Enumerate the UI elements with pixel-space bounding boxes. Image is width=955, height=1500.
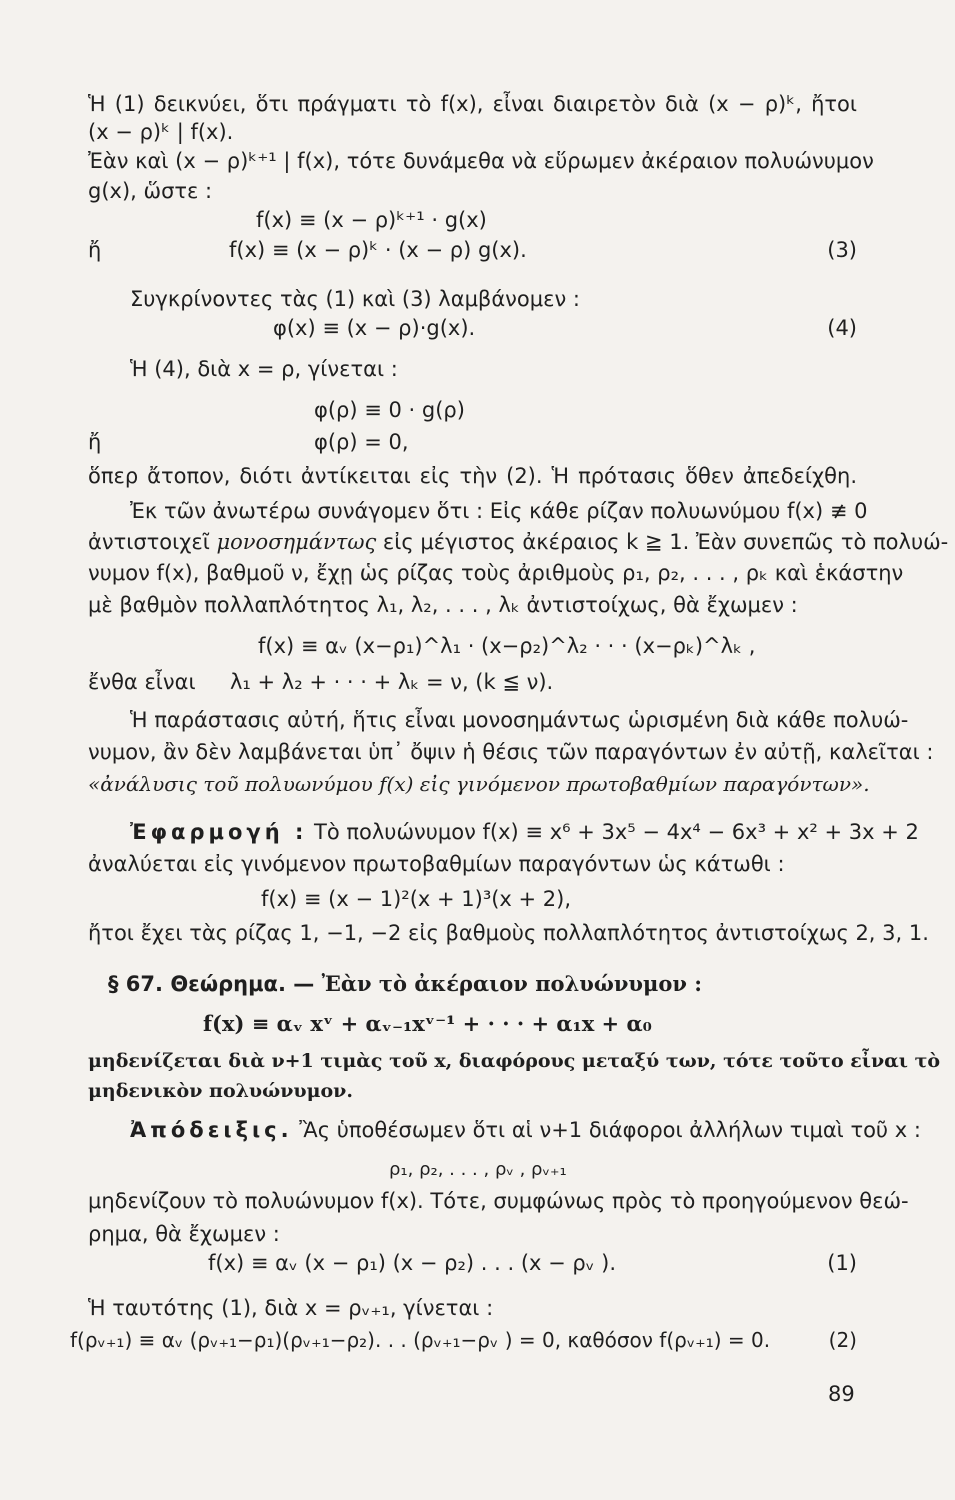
equation-6-lead: ἤ <box>88 430 102 454</box>
equation-4: φ(x) ≡ (x − ρ)·g(x). <box>273 316 476 340</box>
text-line-13: Ἐκ τῶν ἀνωτέρω συνάγομεν ὅτι : Εἰς κάθε ρίζαν πολυωνύμου f(x) ≢ 0 <box>130 499 868 523</box>
text-line-20: νυμον, ἂν δὲν λαμβάνεται ὑπ᾿ ὄψιν ἡ θέσις τῶν παραγόντων ἐν αὐτῇ, καλεῖται : <box>88 740 934 764</box>
text-line-16: μὲ βαθμὸν πολλαπλότητος λ₁, λ₂, . . . , λₖ ἀντιστοίχως, θὰ ἔχωμεν : <box>88 593 798 617</box>
proof-heading: Ἀπόδειξις. <box>130 1118 293 1142</box>
equation-3-lead: ἤ <box>88 238 102 262</box>
equation-13: f(ρᵥ₊₁) ≡ αᵥ (ρᵥ₊₁−ρ₁)(ρᵥ₊₁−ρ₂). . . (ρᵥ₊₁−ρᵥ ) = 0, καθόσον f(ρᵥ₊₁) = 0. <box>70 1328 771 1352</box>
text-line-15: νυμον f(x), βαθμοῦ ν, ἔχῃ ὡς ρίζας τοὺς ἀριθμοὺς ρ₁, ρ₂, . . . , ρₖ καὶ ἑκάστην <box>88 561 904 585</box>
text-line-14 <box>88 528 949 556</box>
equation-3-number: (3) <box>827 238 857 262</box>
equation-13-number: (2) <box>828 1328 857 1352</box>
equation-12: f(x) ≡ αᵥ (x − ρ₁) (x − ρ₂) . . . (x − ρᵥ ). <box>208 1251 617 1275</box>
text-line-23: ἀναλύεται εἰς γινόμενον πρωτοβαθμίων παραγόντων ὡς κάτωθι : <box>88 852 785 876</box>
equation-10: f(x) ≡ αᵥ xᵛ + αᵥ₋₁xᵛ⁻¹ + · · · + α₁x + α₀ <box>203 1011 652 1036</box>
equation-7: f(x) ≡ αᵥ (x−ρ₁)^λ₁ · (x−ρ₂)^λ₂ · · · (x−ρₖ)^λₖ , <box>258 634 756 658</box>
text-line-32: μηδενίζουν τὸ πολυώνυμον f(x). Τότε, συμφώνως πρὸς τὸ προηγούμενον θεώ- <box>88 1189 909 1213</box>
text-line-30-body: Ἂς ὑποθέσωμεν ὅτι αἱ ν+1 διάφοροι ἀλλήλων τιμαὶ τοῦ x : <box>292 1118 921 1142</box>
equation-8: λ₁ + λ₂ + · · · + λₖ = ν, (k ≦ ν). <box>230 670 554 694</box>
text-line-21: «ἀνάλυσις τοῦ πολυωνύμου f(x) εἰς γινόμενον πρωτοβαθμίων παραγόντων». <box>88 772 870 796</box>
equation-4-number: (4) <box>827 316 857 340</box>
equation-1: f(x) ≡ (x − ρ)ᵏ⁺¹ · g(x) <box>256 208 487 232</box>
text-line-22 <box>130 818 919 846</box>
text-line-1: Ἡ (1) δεικνύει, ὅτι πράγματι τὸ f(x), εἶναι διαιρετὸν διὰ (x − ρ)ᵏ, ἤτοι <box>88 92 857 116</box>
text-line-14-a: ἀντιστοιχεῖ <box>88 530 217 554</box>
theorem-heading: § 67. Θεώρημα. — <box>108 972 315 996</box>
text-line-7: Συγκρίνοντες τὰς (1) καὶ (3) λαμβάνομεν : <box>130 287 580 311</box>
equation-9: f(x) ≡ (x − 1)²(x + 1)³(x + 2), <box>261 887 572 911</box>
text-line-33: ρημα, θὰ ἔχωμεν : <box>88 1222 280 1246</box>
text-line-9: Ἡ (4), διὰ x = ρ, γίνεται : <box>130 357 398 381</box>
text-line-4: g(x), ὥστε : <box>88 179 213 203</box>
theorem-statement-start: Ἐὰν τὸ ἀκέραιον πολυώνυμον : <box>314 971 703 996</box>
equation-12-number: (1) <box>827 1251 857 1275</box>
text-line-12: ὅπερ ἄτοπον, διότι ἀντίκειται εἰς τὴν (2). Ἡ πρότασις ὅθεν ἀπεδείχθη. <box>88 464 857 488</box>
text-line-14-b: εἰς μέγιστος ἀκέραιος k ≧ 1. Ἐὰν συνεπῶς τὸ πολυώ- <box>376 530 949 554</box>
text-line-22-body: Τὸ πολυώνυμον f(x) ≡ x⁶ + 3x⁵ − 4x⁴ − 6x³ + x² + 3x + 2 <box>307 820 919 844</box>
application-heading: Ἐφαρμογή : <box>130 820 308 844</box>
equation-5: φ(ρ) ≡ 0 · g(ρ) <box>314 398 465 422</box>
text-line-3: Ἐὰν καὶ (x − ρ)ᵏ⁺¹ | f(x), τότε δυνάμεθα νὰ εὕρωμεν ἀκέραιον πολυώνυμον <box>88 149 874 173</box>
text-line-28: μηδενίζεται διὰ ν+1 τιμὰς τοῦ x, διαφόρους μεταξύ των, τότε τοῦτο εἶναι τὸ <box>88 1050 941 1072</box>
text-line-35: Ἡ ταυτότης (1), διὰ x = ρᵥ₊₁, γίνεται : <box>88 1296 494 1320</box>
text-line-2: (x − ρ)ᵏ | f(x). <box>88 120 234 144</box>
text-line-19: Ἡ παράστασις αὐτή, ἥτις εἶναι μονοσημάντως ὡρισμένη διὰ κάθε πολυώ- <box>130 708 909 732</box>
page-number: 89 <box>828 1382 855 1406</box>
equation-6: φ(ρ) = 0, <box>314 430 409 454</box>
equation-11: ρ₁, ρ₂, . . . , ρᵥ , ρᵥ₊₁ <box>389 1159 567 1180</box>
equation-3: f(x) ≡ (x − ρ)ᵏ · (x − ρ) g(x). <box>229 238 527 262</box>
theorem-heading-line <box>108 970 857 998</box>
equation-13-row <box>70 1326 857 1354</box>
text-line-25: ἤτοι ἔχει τὰς ρίζας 1, −1, −2 εἰς βαθμοὺς πολλαπλότητος ἀντιστοίχως 2, 3, 1. <box>88 921 929 945</box>
text-line-30 <box>130 1116 921 1144</box>
equation-8-lead: ἔνθα εἶναι <box>88 670 196 694</box>
text-line-14-italic: μονοσημάντως <box>216 530 377 554</box>
text-line-29: μηδενικὸν πολυώνυμον. <box>88 1080 353 1102</box>
